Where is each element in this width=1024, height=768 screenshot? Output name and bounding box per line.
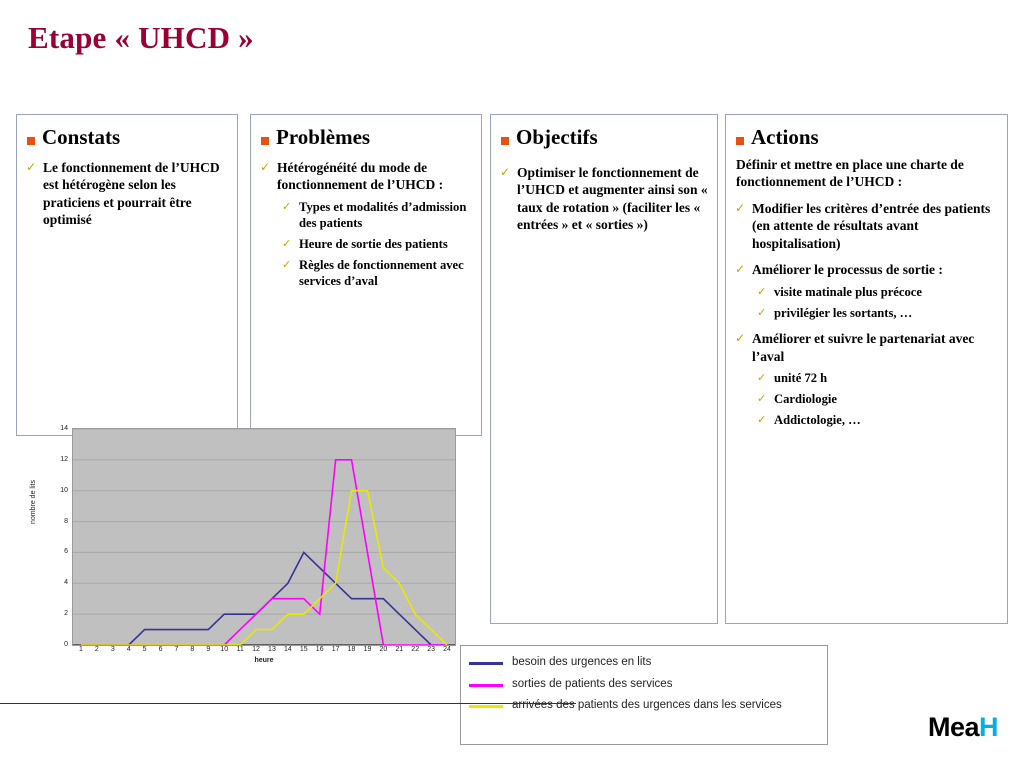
chart-y-axis-label: nombre de lits — [30, 480, 37, 524]
chart-x-tick-label: 7 — [174, 646, 179, 653]
check-icon: ✓ — [282, 257, 292, 271]
column-actions-intro-text: Définir et mettre en place une charte de fonctionnement de l’UHCD : — [736, 156, 964, 190]
square-bullet-icon — [736, 137, 744, 145]
check-icon: ✓ — [735, 262, 746, 277]
brand-accent: H — [979, 712, 998, 742]
sub-list — [752, 370, 999, 428]
chart-y-tick-label: 8 — [64, 517, 68, 525]
legend-swatch-besoin — [469, 662, 503, 665]
column-actions-header — [726, 115, 1007, 150]
list-item — [251, 159, 481, 290]
sub-list — [752, 284, 999, 321]
sub-list-item — [752, 412, 999, 428]
sub-list-item-label: visite matinale plus précoce — [774, 284, 922, 299]
line-chart — [16, 425, 456, 664]
column-objectifs-header — [491, 115, 717, 150]
check-icon: ✓ — [500, 164, 511, 179]
chart-y-tick-label: 10 — [60, 486, 68, 494]
column-actions-title: Actions — [751, 125, 819, 149]
sub-list-item-label: Addictologie, … — [774, 413, 861, 428]
brand-main: Mea — [927, 712, 979, 742]
chart-y-tick-label: 6 — [64, 548, 68, 556]
chart-y-tick-label: 0 — [64, 641, 68, 648]
chart-y-tick-label: 14 — [60, 425, 68, 432]
chart-x-tick-label: 20 — [379, 646, 388, 653]
chart-x-tick-label: 6 — [158, 646, 163, 653]
chart-x-tick-label: 24 — [443, 646, 451, 653]
legend-swatch-arrivees — [469, 705, 503, 708]
page-title: Etape « UHCD » — [28, 20, 254, 55]
chart-x-tick-label: 11 — [236, 646, 244, 653]
check-icon: ✓ — [282, 199, 292, 213]
sub-list-item — [752, 305, 999, 321]
check-icon: ✓ — [757, 371, 767, 385]
column-constats — [16, 114, 238, 436]
brand-logo — [928, 712, 998, 743]
list-item — [726, 200, 1007, 253]
legend-item — [469, 699, 819, 713]
chart-svg — [73, 429, 455, 645]
chart-x-tick-label: 10 — [220, 646, 229, 653]
chart-x-tick-label: 8 — [190, 646, 195, 653]
chart-x-tick-label: 15 — [299, 646, 308, 653]
chart-y-tick-label: 4 — [64, 579, 68, 587]
chart-x-tick-label: 16 — [315, 646, 324, 653]
check-icon: ✓ — [735, 200, 746, 215]
list-item-label: Modifier les critères d’entrée des patients (en attente de résultats avant hospitalisation) — [752, 200, 991, 251]
chart-y-ticks — [46, 425, 68, 648]
chart-x-tick-label: 23 — [427, 646, 436, 653]
chart-x-tick-label: 13 — [268, 646, 276, 653]
column-constats-header — [17, 115, 237, 150]
sub-list-item — [277, 236, 473, 252]
list-item-label: Le fonctionnement de l’UHCD est hétérogène selon les praticiens et pourrait être optimisé — [43, 159, 220, 228]
list-item — [17, 159, 237, 229]
column-actions-intro — [736, 156, 997, 191]
chart-x-tick-label: 18 — [347, 646, 356, 653]
chart-legend — [460, 645, 828, 745]
list-item-label: Optimiser le fonctionnement de l’UHCD et augmenter ainsi son « taux de rotation » (faciliter les « entrées » et « sorties ») — [517, 164, 708, 233]
column-constats-list — [17, 159, 237, 229]
chart-x-tick-label: 14 — [283, 646, 292, 653]
footer-divider — [0, 703, 576, 704]
legend-swatch-sorties — [469, 684, 503, 687]
sub-list-item — [752, 370, 999, 386]
square-bullet-icon — [501, 137, 509, 145]
sub-list-item-label: Cardiologie — [774, 392, 837, 407]
column-problemes-title: Problèmes — [276, 125, 371, 149]
sub-list — [277, 199, 473, 290]
chart-x-tick-label: 12 — [252, 646, 260, 653]
chart-x-tick-label: 5 — [142, 646, 147, 653]
sub-list-item-label: Heure de sortie des patients — [299, 236, 448, 251]
check-icon: ✓ — [757, 392, 767, 406]
column-constats-title: Constats — [42, 125, 121, 149]
sub-list-item — [752, 391, 999, 407]
list-item-label: Améliorer et suivre le partenariat avec l’aval — [752, 331, 975, 364]
list-item-label: Améliorer le processus de sortie : — [752, 262, 943, 278]
sub-list-item-label: privilégier les sortants, … — [774, 305, 913, 320]
column-objectifs-list — [491, 164, 717, 234]
chart-x-tick-label: 2 — [94, 646, 99, 653]
list-item — [491, 164, 717, 234]
legend-label: besoin des urgences en lits — [512, 656, 652, 668]
list-item — [726, 261, 1007, 321]
sub-list-item — [277, 199, 473, 231]
check-icon: ✓ — [735, 331, 746, 346]
check-icon: ✓ — [26, 159, 37, 174]
chart-x-tick-label: 4 — [126, 646, 131, 653]
chart-y-tick-label: 2 — [64, 610, 68, 618]
column-problemes-header — [251, 115, 481, 150]
list-item — [726, 330, 1007, 428]
legend-label: arrivées des patients des urgences dans les services — [512, 699, 782, 712]
square-bullet-icon — [261, 137, 269, 145]
chart-x-tick-label: 19 — [363, 646, 372, 653]
check-icon: ✓ — [757, 413, 767, 427]
check-icon: ✓ — [260, 159, 271, 174]
chart-x-tick-label: 1 — [79, 646, 83, 653]
chart-x-tick-label: 17 — [331, 646, 340, 653]
legend-label: sorties de patients des services — [512, 677, 673, 690]
check-icon: ✓ — [757, 305, 767, 319]
column-problemes — [250, 114, 482, 436]
square-bullet-icon — [27, 137, 35, 145]
chart-x-axis-label: heure — [254, 657, 274, 664]
column-problemes-list — [251, 159, 481, 290]
chart-y-tick-label: 12 — [60, 455, 68, 463]
column-objectifs-title: Objectifs — [516, 125, 598, 149]
column-objectifs — [490, 114, 718, 624]
list-item-label: Hétérogénéité du mode de fonctionnement de l’UHCD : — [277, 159, 444, 193]
legend-item — [469, 656, 819, 670]
legend-item — [469, 678, 819, 692]
column-actions — [725, 114, 1008, 624]
chart-plot-area — [72, 428, 456, 646]
chart-x-tick-label: 21 — [395, 646, 404, 653]
sub-list-item — [277, 257, 473, 289]
sub-list-item-label: Types et modalités d’admission des patients — [299, 199, 467, 230]
sub-list-item-label: unité 72 h — [774, 371, 828, 386]
check-icon: ✓ — [282, 236, 292, 250]
chart-x-tick-label: 22 — [411, 646, 420, 653]
check-icon: ✓ — [757, 284, 767, 298]
column-actions-list — [726, 200, 1007, 429]
sub-list-item-label: Règles de fonctionnement avec services d’aval — [299, 257, 464, 289]
chart-x-tick-label: 9 — [206, 646, 211, 653]
chart-x-tick-label: 3 — [110, 646, 115, 653]
sub-list-item — [752, 284, 999, 300]
